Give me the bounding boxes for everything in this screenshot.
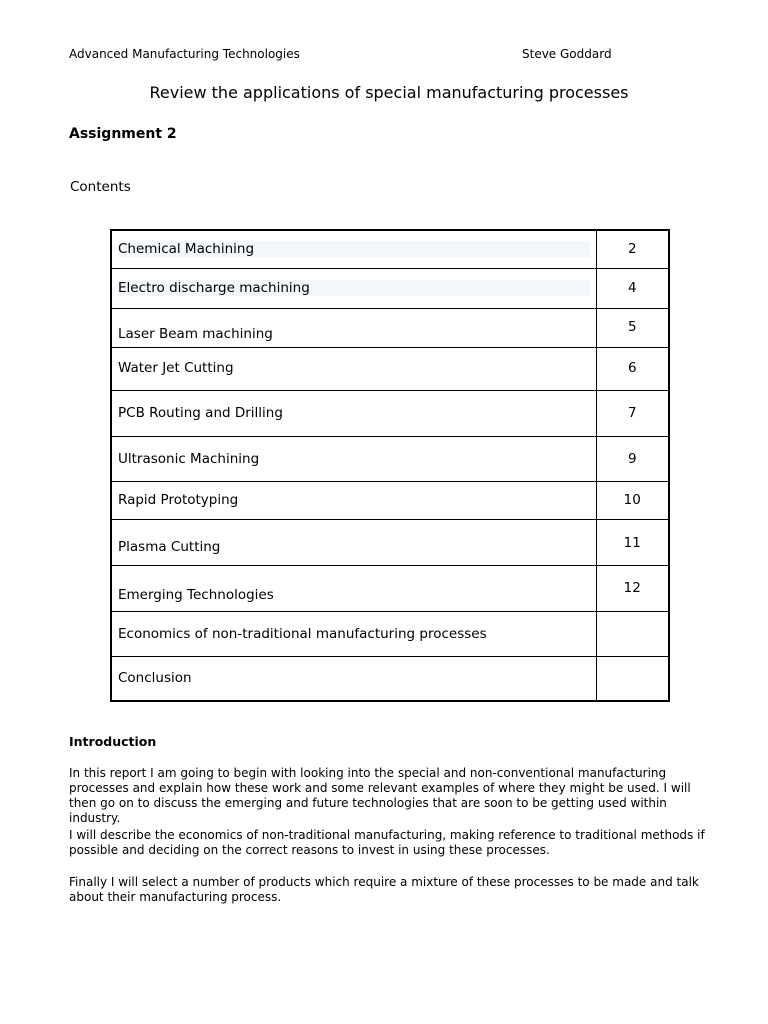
toc-entry-page: 11: [596, 519, 669, 565]
table-row: [111, 565, 669, 611]
page-title: Review the applications of special manufacturing processes: [149, 83, 629, 102]
toc-entry-page: [596, 611, 669, 656]
table-row: [111, 268, 669, 308]
introduction-heading: Introduction: [69, 734, 157, 749]
toc-entry-title: Emerging Technologies: [111, 565, 596, 611]
toc-entry-title: [111, 268, 596, 308]
table-row: [111, 308, 669, 347]
assignment-heading: Assignment 2: [69, 126, 177, 142]
header-author: Steve Goddard: [522, 47, 612, 61]
table-row: [111, 481, 669, 519]
toc-entry-title: Ultrasonic Machining: [111, 436, 596, 481]
toc-entry-page: [596, 656, 669, 701]
toc-entry-title: Economics of non-traditional manufacturing processes: [111, 611, 596, 656]
toc-entry-page: 2: [596, 230, 669, 268]
toc-entry-page: 10: [596, 481, 669, 519]
introduction-paragraph: Finally I will select a number of products which require a mixture of these processes to be made and talk about their manufacturing process.: [69, 875, 699, 904]
toc-entry-title: Water Jet Cutting: [111, 347, 596, 390]
toc-entry-page: 12: [596, 565, 669, 611]
table-row: [111, 656, 669, 701]
toc-entry-title: Laser Beam machining: [111, 308, 596, 347]
table-row: [111, 519, 669, 565]
toc-entry-title: Rapid Prototyping: [111, 481, 596, 519]
table-row: [111, 436, 669, 481]
toc-entry-page: 7: [596, 390, 669, 436]
table-row: [111, 611, 669, 656]
introduction-paragraph: In this report I am going to begin with looking into the special and non-conventional manufacturing processes and explain how these work and some relevant examples of where they might be used. I will then go on to discuss the emerging and future technologies that are soon to be getting used within industry.: [69, 766, 691, 825]
toc-entry-label: Chemical Machining: [118, 241, 590, 257]
header-course-title: Advanced Manufacturing Technologies: [69, 47, 300, 61]
toc-entry-label: Electro discharge machining: [118, 280, 590, 296]
toc-entry-title: Conclusion: [111, 656, 596, 701]
table-row: [111, 390, 669, 436]
toc-entry-page: 9: [596, 436, 669, 481]
toc-entry-title: [111, 230, 596, 268]
toc-entry-title: Plasma Cutting: [111, 519, 596, 565]
contents-heading: Contents: [70, 179, 131, 195]
toc-entry-page: 6: [596, 347, 669, 390]
table-row: [111, 230, 669, 268]
toc-entry-page: 5: [596, 308, 669, 347]
toc-entry-page: 4: [596, 268, 669, 308]
toc-entry-title: PCB Routing and Drilling: [111, 390, 596, 436]
table-row: [111, 347, 669, 390]
introduction-paragraph: I will describe the economics of non-traditional manufacturing, making reference to traditional methods if possible and deciding on the correct reasons to invest in using these processes.: [69, 828, 705, 857]
contents-table: [110, 229, 670, 702]
